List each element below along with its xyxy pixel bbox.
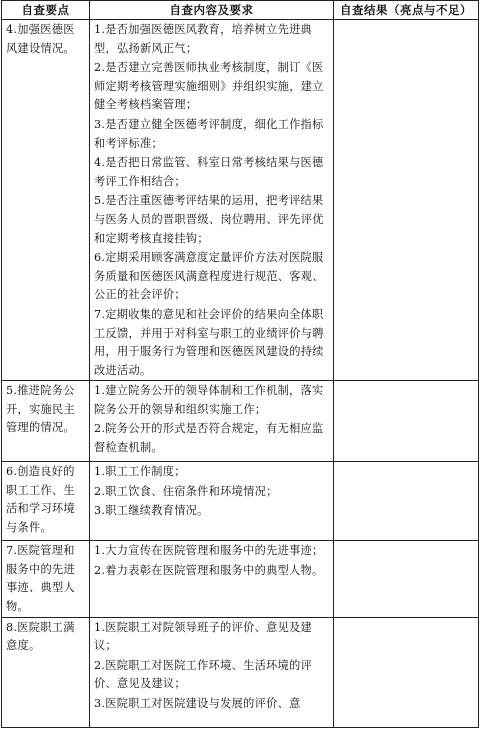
inspection-point-cell: 6.创造良好的职工工作、生活和学习环境与条件。: [2, 462, 90, 541]
requirement-item: 3.医院职工对医院建设与发展的评价、意: [94, 697, 301, 711]
requirement-item: 6.定期采用顾客满意度定量评价方法对医院服务质量和医德医风满意程度进行规范、客观、公正的社会评价；: [94, 251, 324, 302]
self-inspection-table: [1, 0, 479, 728]
requirement-item: 3.是否建立健全医德考评制度，细化工作指标和考评标准；: [94, 117, 324, 150]
inspection-point-cell: 8.医院职工满意度。: [2, 617, 90, 727]
requirement-item: 7.定期收集的意见和社会评价的结果向全体职工反馈，并用于对科室与职工的业绩评价与聘用，用于服务行为管理和医德医风建设的持续改进活动。: [94, 307, 324, 377]
requirements-cell: [90, 541, 334, 617]
table-row: [2, 541, 479, 617]
requirement-item: 1.建立院务公开的领导体制和工作机制，落实院务公开的领导和组织实施工作；: [94, 384, 324, 416]
requirement-item: 4.是否把日常监管、科室日常考核结果与医德考评工作相结合；: [94, 156, 324, 188]
requirement-item: 2.是否建立完善医师执业考核制度，制订《医师定期考核管理实施细则》并组织实施，建立健全考核档案管理；: [94, 61, 324, 112]
requirements-cell: [90, 20, 334, 381]
table-row: [2, 462, 479, 541]
inspection-point-cell: 4.加强医德医风建设情况。: [2, 20, 90, 381]
requirement-item: 3.职工继续教育情况。: [94, 504, 209, 518]
requirements-cell: [90, 617, 334, 727]
requirement-item: 2.医院职工对医院工作环境、生活环境的评价、意见及建议；: [94, 658, 313, 691]
requirement-item: 2.院务公开的形式是否符合规定，有无相应监督检查机制。: [94, 422, 324, 455]
inspection-point-cell: 7.医院管理和服务中的先进事迹、典型人物。: [2, 541, 90, 617]
table-row: [2, 20, 479, 381]
requirements-cell: [90, 462, 334, 541]
header-inspection-points: 自查要点: [2, 1, 90, 20]
requirement-item: 1.职工工作制度；: [94, 465, 186, 479]
inspection-point-cell: 5.推进院务公开，实施民主管理的情况。: [2, 381, 90, 462]
requirement-item: 1.医院职工对院领导班子的评价、意见及建议；: [94, 620, 313, 653]
requirement-item: 1.是否加强医德医风教育，培养树立先进典型，弘扬新风正气；: [94, 23, 313, 55]
requirements-cell: [90, 381, 334, 462]
requirement-item: 2.职工饮食、住宿条件和环境情况；: [94, 484, 278, 498]
requirement-item: 1.大力宣传在医院管理和服务中的先进事迹；: [94, 544, 324, 558]
inspection-result-cell[interactable]: [334, 20, 479, 381]
table-row: [2, 381, 479, 462]
requirement-item: 5.是否注重医德考评结果的运用，把考评结果与医务人员的晋职晋级、岗位聘用、评先评优和定期考核直接挂钩；: [94, 194, 324, 245]
header-inspection-result: 自查结果（亮点与不足）: [334, 1, 479, 20]
inspection-result-cell[interactable]: [334, 617, 479, 727]
header-content-requirements: 自查内容及要求: [90, 1, 334, 20]
inspection-result-cell[interactable]: [334, 381, 479, 462]
table-row: [2, 617, 479, 727]
requirement-item: 2.着力表彰在医院管理和服务中的典型人物。: [94, 563, 324, 577]
inspection-result-cell[interactable]: [334, 541, 479, 617]
inspection-result-cell[interactable]: [334, 462, 479, 541]
header-row: [2, 1, 479, 20]
